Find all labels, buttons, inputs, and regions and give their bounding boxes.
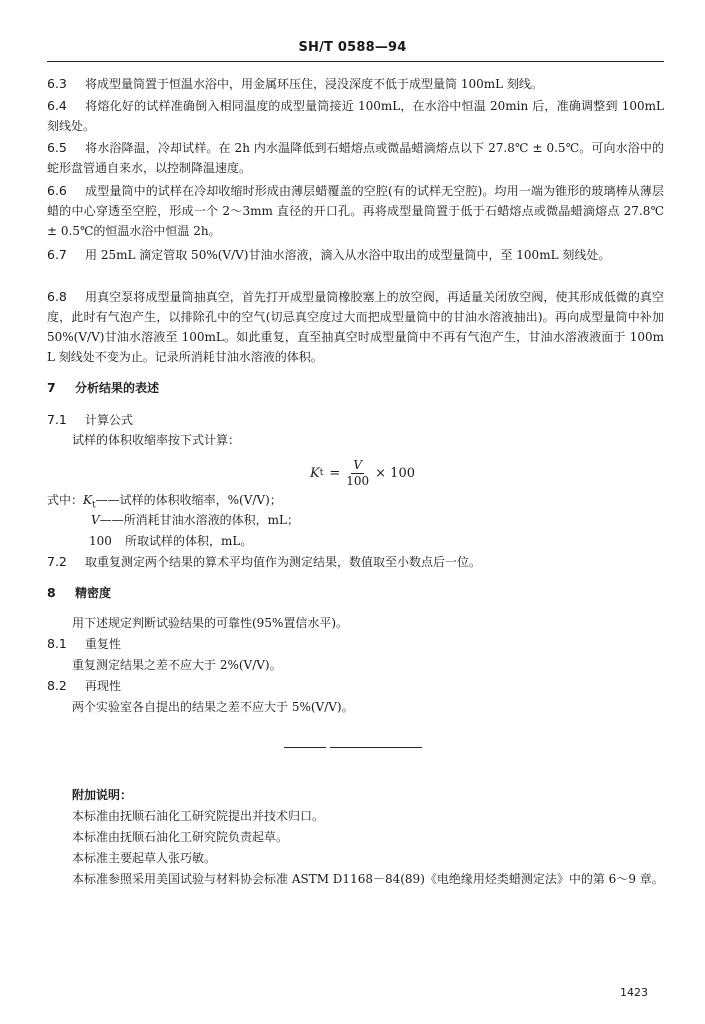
shrinkage-formula — [310, 455, 415, 491]
where-label: 式中： — [47, 493, 84, 507]
clause-number: 8.1 — [47, 636, 67, 651]
formula-numerator: V — [353, 457, 363, 472]
formula-denominator: 100 — [346, 473, 370, 488]
clause-title: 计算公式 — [85, 413, 134, 427]
clause-number: 7.2 — [47, 554, 67, 569]
section-8-text: 用下述规定判断试验结果的可靠性(95%置信水平)。 — [72, 616, 349, 630]
clause-6-3 — [47, 74, 664, 94]
clause-6-4 — [47, 96, 664, 136]
formula-multiplier: × 100 — [375, 465, 415, 481]
clause-7-1-title — [47, 410, 664, 430]
where-100 — [47, 531, 705, 551]
where-100-symbol: 100 — [89, 534, 112, 548]
clause-6-7 — [47, 245, 664, 265]
section-title: 分析结果的表述 — [75, 381, 160, 395]
clause-text: 取重复测定两个结果的算术平均值作为测定结果，数值取至小数点后一位。 — [85, 555, 482, 569]
clause-number: 7.1 — [47, 412, 67, 427]
clause-number: 6.3 — [47, 76, 67, 91]
formula-equals: = — [329, 465, 341, 481]
clause-6-6 — [47, 181, 664, 241]
section-title: 精密度 — [75, 586, 112, 600]
formula-fraction — [346, 458, 369, 489]
where-100-description: 所取试样的体积，mL。 — [125, 534, 253, 548]
where-v-symbol: V — [91, 513, 100, 527]
clause-number: 6.7 — [47, 247, 67, 262]
clause-number: 6.5 — [47, 140, 67, 155]
clause-text: 用真空泵将成型量筒抽真空，首先打开成型量筒橡胶塞上的放空阀，再适量关闭放空阀，使其形成低微的真空度，此时有气泡产生，以排除孔中的空气(切忌真空度过大而把成型量筒中的甘油水溶液抽出)。再向成型量筒中补加 50%(V/V)甘油水溶液至 100mL。如此重复，直至抽真空时成型量筒中不再有气泡产生，甘油水溶液液面于 100mL 刻线处不变为止。记录所消耗甘油水溶液的体积。 — [47, 290, 664, 364]
where-k-symbol: K — [83, 493, 92, 507]
where-v-description: ——所消耗甘油水溶液的体积，mL； — [99, 513, 300, 527]
section-number: 8 — [47, 585, 56, 600]
clause-number: 8.2 — [47, 678, 67, 693]
clause-text: 成型量筒中的试样在冷却收缩时形成由薄层蜡覆盖的空腔(有的试样无空腔)。均用一端为锥形的玻璃棒从薄层蜡的中心穿透至空腔，形成一个 2～3mm 直径的开口孔。再将成型量筒置于低于石蜡熔点或微晶蜡滴熔点 27.8℃ ± 0.5℃的恒温水浴中恒温 2h。 — [47, 184, 664, 238]
clause-6-5 — [47, 138, 664, 178]
notes-line: 本标准由抚顺石油化工研究院负责起草。 — [72, 830, 289, 844]
section-7-heading — [47, 378, 664, 398]
clause-8-1-title — [47, 634, 664, 654]
clause-number: 6.6 — [47, 183, 67, 198]
clause-8-2-title — [47, 676, 664, 696]
where-k-description: ——试样的体积收缩率，%(V/V)； — [95, 493, 282, 507]
formula-lhs: K — [310, 465, 320, 481]
clause-8-1-text: 重复测定结果之差不应大于 2%(V/V)。 — [72, 658, 282, 672]
clause-title: 重复性 — [85, 637, 122, 651]
section-number: 7 — [47, 380, 56, 395]
notes-title: 附加说明： — [72, 788, 133, 802]
clause-7-1-text: 试样的体积收缩率按下式计算： — [72, 433, 241, 447]
header-rule — [47, 61, 664, 62]
clause-number: 6.4 — [47, 98, 67, 113]
clause-text: 将水浴降温，冷却试样。在 2h 内水温降低到石蜡熔点或微晶蜡滴熔点以下 27.8℃ ± 0.5℃。可向水浴中的蛇形盘管通自来水，以控制降温速度。 — [47, 141, 664, 175]
notes-line: 本标准主要起草人张巧敏。 — [72, 851, 217, 865]
notes-line: 本标准由抚顺石油化工研究院提出并技术归口。 — [72, 809, 325, 823]
clause-6-8 — [47, 287, 664, 367]
where-v — [47, 510, 705, 530]
clause-text: 将成型量筒置于恒温水浴中，用金属环压住，浸没深度不低于成型量筒 100mL 刻线。 — [85, 77, 543, 91]
end-rule-left — [284, 747, 326, 748]
where-k-subscript: t — [91, 500, 96, 511]
section-8-heading — [47, 583, 664, 603]
clause-7-2 — [47, 552, 664, 572]
clause-text: 将熔化好的试样准确倒入相同温度的成型量筒接近 100mL，在水浴中恒温 20min 后，准确调整到 100mL 刻线处。 — [47, 99, 664, 133]
clause-title: 再现性 — [85, 679, 122, 693]
clause-number: 6.8 — [47, 289, 67, 304]
formula-lhs-subscript: t — [319, 468, 324, 478]
standard-code-header: SH/T 0588—94 — [298, 40, 407, 55]
clause-text: 用 25mL 滴定管取 50%(V/V)甘油水溶液，滴入从水浴中取出的成型量筒中，至 100mL 刻线处。 — [85, 248, 611, 262]
page-number: 1423 — [620, 986, 648, 999]
notes-line: 本标准参照采用美国试验与材料协会标准 ASTM D1168－84(89)《电绝缘用烃类蜡测定法》中的第 6～9 章。 — [72, 872, 664, 886]
clause-8-2-text: 两个实验室各自提出的结果之差不应大于 5%(V/V)。 — [72, 700, 354, 714]
end-rule-right — [330, 747, 422, 748]
